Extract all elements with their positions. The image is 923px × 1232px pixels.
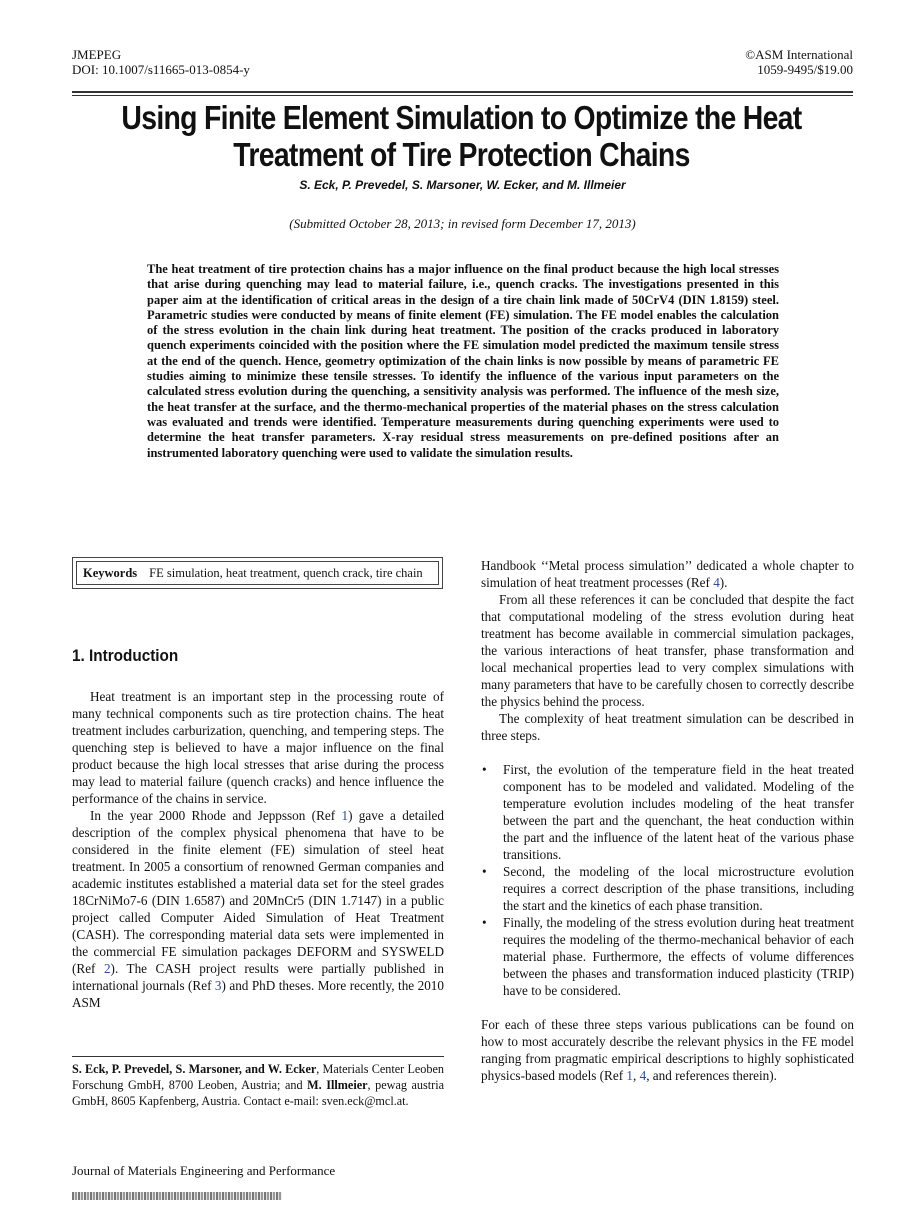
copyright: ©ASM International: [745, 47, 853, 62]
barcode-strip: [72, 1192, 282, 1200]
reference-link[interactable]: 4: [713, 575, 720, 590]
keywords-label: Keywords: [83, 566, 138, 580]
keywords-text: FE simulation, heat treatment, quench crack, tire chain: [149, 566, 423, 580]
journal-abbreviation: JMEPEG: [72, 47, 122, 62]
reference-link[interactable]: 4: [639, 1068, 647, 1083]
doi[interactable]: DOI: 10.1007/s11665-013-0854-y: [72, 62, 250, 77]
author-list: S. Eck, P. Prevedel, S. Marsoner, W. Ecker, and M. Illmeier: [299, 178, 626, 192]
bullet-list: [481, 761, 854, 999]
reference-link[interactable]: 1: [626, 1068, 633, 1083]
reference-link[interactable]: 1: [341, 808, 349, 823]
paragraph: For each of these three steps various publications can be found on how to most accurately describe the relevant physics in the FE model ranging from pragmatic empirical descriptions to highly sophisticated physics-based models (Ref 1, 4, and references therein).: [481, 1017, 854, 1083]
right-column-text: [481, 557, 854, 1084]
running-header-right: [745, 47, 853, 77]
paper-title: Using Finite Element Simulation to Optimize the Heat Treatment of Tire Protection Chains: [121, 99, 802, 173]
journal-name-footer: Journal of Materials Engineering and Performance: [72, 1163, 336, 1178]
list-item: • Finally, the modeling of the stress evolution during heat treatment requires the modeling of the thermo-mechanical behavior of each material phase. Furthermore, the effects of volume differences between the phases and transformation induced plasticity (TRIP) have to be considered.: [482, 915, 854, 998]
list-item: • Second, the modeling of the local microstructure evolution requires a correct description of the phase transitions, including the start and the kinetics of each phase transition.: [482, 864, 854, 913]
footnote-rule: [72, 1056, 444, 1057]
keywords-box: [72, 557, 443, 589]
header-rule-thin: [72, 95, 853, 96]
list-item: • First, the evolution of the temperature field in the heat treated component has to be modeled and validated. Modeling of the temperature evolution includes modeling of the heat transfer between the part and the quenchant, the heat conduction within the part and the influence of the latent heat of the various phase transitions.: [482, 762, 854, 862]
submission-dates: (Submitted October 28, 2013; in revised form December 17, 2013): [289, 216, 636, 231]
running-header-left: [72, 47, 250, 77]
paragraph: Heat treatment is an important step in the processing route of many technical components such as tire protection chains. The heat treatment includes carburization, quenching, and tempering steps. The quenching step is believed to have a major influence on the final product because the high local stresses that arise during the process may lead to material failure (quench cracks) and hence influence the performance of the chains in service.: [72, 689, 444, 806]
author-affiliations: S. Eck, P. Prevedel, S. Marsoner, and W. Ecker, Materials Center Leoben Forschung GmbH, 8700 Leoben, Austria; and M. Illmeier, pewag austria GmbH, 8605 Kapfenberg, Austria. Contact e-mail: sven.eck@mcl.at.: [72, 1062, 444, 1108]
paragraph: From all these references it can be concluded that despite the fact that computational modeling of the stress evolution during heat treatment has become available in commercial simulation packages, the various interactions of heat transfer, phase transformation and local mechanical properties lead to very complex simulations with many parameters that have to be carefully chosen to correctly describe the physics behind the process.: [481, 592, 854, 709]
paragraph: Handbook ‘‘Metal process simulation’’ dedicated a whole chapter to simulation of heat treatment processes (Ref 4).: [481, 558, 854, 590]
left-column-text: [72, 688, 444, 1011]
reference-link[interactable]: 3: [214, 978, 222, 993]
paragraph: The complexity of heat treatment simulation can be described in three steps.: [481, 711, 854, 743]
header-rule-thick: [72, 91, 853, 93]
section-heading-introduction: 1. Introduction: [72, 646, 179, 665]
reference-link[interactable]: 2: [103, 961, 111, 976]
abstract: The heat treatment of tire protection chains has a major influence on the final product because the high local stresses that arise during quenching may lead to material failure, i.e., quench cracks. The investigations presented in this paper aim at the identification of critical areas in the design of a tire chain link made of 50CrV4 (DIN 1.8159) steel. Parametric studies were conducted by means of finite element (FE) simulation. The FE model enables the calculation of the stress evolution in the chain link during heat treatment. The position of the cracks produced in laboratory quench experiments coincided with the position where the FE simulation model predicted the maximum tensile stress at the end of the quench. Hence, geometry optimization of the chain links is now possible by means of parametric FE studies aiming to minimize these tensile stresses. To identify the influence of the various input parameters on the calculated stress evolution during the quenching, a sensitivity analysis was performed. The influence of the mesh size, the heat transfer at the surface, and the thermo-mechanical properties of the material phases on the stress calculation was evaluated and trends were identified. Temperature measurements during quenching experiments were used to determine the heat transfer parameters. X-ray residual stress measurements on pre-defined positions after an instrumented laboratory quenching were used to validate the simulation results.: [147, 262, 779, 460]
issn-price: 1059-9495/$19.00: [757, 62, 853, 77]
paragraph: In the year 2000 Rhode and Jeppsson (Ref 1) gave a detailed description of the complex physical phenomena that have to be considered in the finite element (FE) simulation of steel heat treatment. In 2005 a consortium of renowned German companies and academic institutes established a material data set for the steel grades 18CrNiMo7-6 (DIN 1.6587) and 20MnCr5 (DIN 1.7147) in a public project called Computer Aided Simulation of Heat Treatment (CASH). The corresponding material data sets were implemented in the commercial FE simulation packages DEFORM and SYSWELD (Ref 2). The CASH project results were partially published in international journals (Ref 3) and PhD theses. More recently, the 2010 ASM: [72, 808, 444, 1010]
